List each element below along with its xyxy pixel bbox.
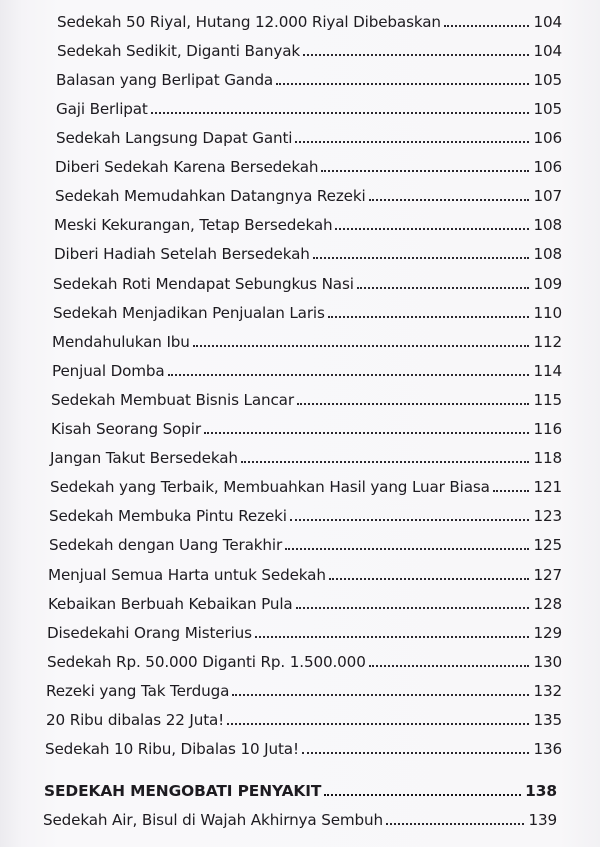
toc-entry <box>54 212 562 234</box>
toc-entry <box>53 300 562 322</box>
toc-entry-page: 121 <box>533 478 562 496</box>
toc-entry <box>55 183 562 205</box>
toc-entry-page: 136 <box>533 740 562 758</box>
toc-entry <box>57 9 562 31</box>
toc-entry-title: Sedekah Memudahkan Datangnya Rezeki <box>55 187 366 205</box>
toc-entry-title: Disedekahi Orang Misterius <box>47 624 252 642</box>
toc-entry <box>51 416 562 438</box>
toc-entry <box>52 329 562 351</box>
toc-section-heading <box>44 778 557 800</box>
toc-entry <box>48 591 562 613</box>
toc-entry <box>47 620 562 642</box>
toc-entry-page: 114 <box>533 362 562 380</box>
toc-entry <box>52 358 562 380</box>
toc-entry-page: 108 <box>533 216 562 234</box>
toc-entry-page: 104 <box>533 42 562 60</box>
toc-entry-page: 132 <box>533 682 562 700</box>
toc-entry-page: 128 <box>533 595 562 613</box>
toc-entry-title: Menjual Semua Harta untuk Sedekah <box>48 566 326 584</box>
dot-leader <box>302 752 530 754</box>
dot-leader <box>276 83 529 85</box>
toc-entry <box>56 96 562 118</box>
dot-leader <box>285 548 529 550</box>
toc-entry-page: 109 <box>533 275 562 293</box>
toc-entry-page: 104 <box>533 13 562 31</box>
toc-entry-title: Sedekah Membuka Pintu Rezeki <box>49 507 287 525</box>
dot-leader <box>296 607 530 609</box>
toc-entry <box>49 532 562 554</box>
toc-entry-title: Sedekah Sedikit, Diganti Banyak <box>57 42 301 60</box>
toc-entry-page: 115 <box>533 391 562 409</box>
section-page: 138 <box>525 782 557 800</box>
dot-leader <box>168 374 530 376</box>
toc-entry <box>56 125 562 147</box>
toc-entry <box>51 387 562 409</box>
toc-entry <box>53 271 562 293</box>
dot-leader <box>328 316 530 318</box>
toc-entry-page: 116 <box>533 420 562 438</box>
dot-leader <box>151 112 530 114</box>
toc-entry <box>57 38 562 60</box>
dot-leader <box>303 54 529 56</box>
dot-leader <box>444 25 530 27</box>
toc-entry <box>48 562 562 584</box>
dot-leader <box>324 794 521 796</box>
dot-leader <box>295 141 529 143</box>
dot-leader <box>369 199 530 201</box>
toc-entry <box>43 807 557 829</box>
toc-entry-title: 20 Ribu dibalas 22 Juta! <box>46 711 225 729</box>
dot-leader <box>290 519 530 521</box>
toc-entry <box>46 678 562 700</box>
toc-entry-page: 139 <box>528 811 557 829</box>
toc-entry-title: Sedekah Membuat Bisnis Lancar <box>51 391 294 409</box>
toc-entry <box>56 67 562 89</box>
toc-entry-title: Diberi Hadiah Setelah Bersedekah <box>54 245 310 263</box>
toc-entry <box>50 445 562 467</box>
toc-entry-page: 130 <box>533 653 562 671</box>
dot-leader <box>321 170 529 172</box>
toc-entry-page: 106 <box>533 158 562 176</box>
dot-leader <box>193 345 530 347</box>
toc-entry-title: Sedekah Air, Bisul di Wajah Akhirnya Sembuh <box>43 811 383 829</box>
toc-entry-page: 105 <box>533 71 562 89</box>
toc-entry-title: Sedekah Menjadikan Penjualan Laris <box>53 304 325 322</box>
toc-entry-page: 105 <box>533 100 562 118</box>
section-title: SEDEKAH MENGOBATI PENYAKIT <box>44 782 322 800</box>
toc-entry-page: 123 <box>533 507 562 525</box>
toc-entry-title: Sedekah Roti Mendapat Sebungkus Nasi <box>53 275 354 293</box>
toc-entry <box>50 474 562 496</box>
toc-entry-title: Sedekah dengan Uang Terakhir <box>49 536 283 554</box>
toc-entry <box>49 503 562 525</box>
dot-leader <box>386 823 524 825</box>
dot-leader <box>335 228 529 230</box>
toc-entry-title: Sedekah Langsung Dapat Ganti <box>56 129 293 147</box>
dot-leader <box>227 723 529 725</box>
dot-leader <box>232 694 529 696</box>
dot-leader <box>255 636 530 638</box>
toc-entry <box>55 154 562 176</box>
toc-entry-page: 107 <box>533 187 562 205</box>
toc-entry-page: 110 <box>533 304 562 322</box>
toc-entry-title: Balasan yang Berlipat Ganda <box>56 71 274 89</box>
dot-leader <box>297 403 530 405</box>
toc-entry-title: Mendahulukan Ibu <box>52 333 190 351</box>
toc-entry-page: 129 <box>533 624 562 642</box>
toc-entry-title: Rezeki yang Tak Terduga <box>46 682 230 700</box>
toc-entry-title: Penjual Domba <box>52 362 165 380</box>
toc-entry-title: Kisah Seorang Sopir <box>51 420 201 438</box>
toc-entry-page: 118 <box>533 449 562 467</box>
dot-leader <box>204 432 529 434</box>
dot-leader <box>357 287 530 289</box>
toc-entry-title: Gaji Berlipat <box>56 100 148 118</box>
toc-entry <box>47 649 562 671</box>
toc-entry-title: Sedekah yang Terbaik, Membuahkan Hasil yang Luar Biasa <box>50 478 490 496</box>
toc-entry-page: 112 <box>533 333 562 351</box>
dot-leader <box>493 490 530 492</box>
toc-entry-page: 106 <box>533 129 562 147</box>
toc-entry <box>54 241 562 263</box>
dot-leader <box>313 257 530 259</box>
toc-entry-title: Sedekah 50 Riyal, Hutang 12.000 Riyal Dibebaskan <box>57 13 441 31</box>
toc-entry-title: Jangan Takut Bersedekah <box>50 449 238 467</box>
dot-leader <box>241 461 530 463</box>
toc-entry-title: Sedekah Rp. 50.000 Diganti Rp. 1.500.000 <box>47 653 366 671</box>
toc-entry-page: 108 <box>533 245 562 263</box>
toc-entry-title: Kebaikan Berbuah Kebaikan Pula <box>48 595 293 613</box>
toc-entry-title: Diberi Sedekah Karena Bersedekah <box>55 158 319 176</box>
toc-entry <box>46 707 562 729</box>
toc-entry-title: Meski Kekurangan, Tetap Bersedekah <box>54 216 333 234</box>
toc-entry-title: Sedekah 10 Ribu, Dibalas 10 Juta! <box>45 740 299 758</box>
toc-entry-page: 135 <box>533 711 562 729</box>
dot-leader <box>369 665 530 667</box>
toc-entry <box>45 736 562 758</box>
dot-leader <box>329 578 530 580</box>
toc-entry-page: 125 <box>533 536 562 554</box>
toc-entry-page: 127 <box>533 566 562 584</box>
